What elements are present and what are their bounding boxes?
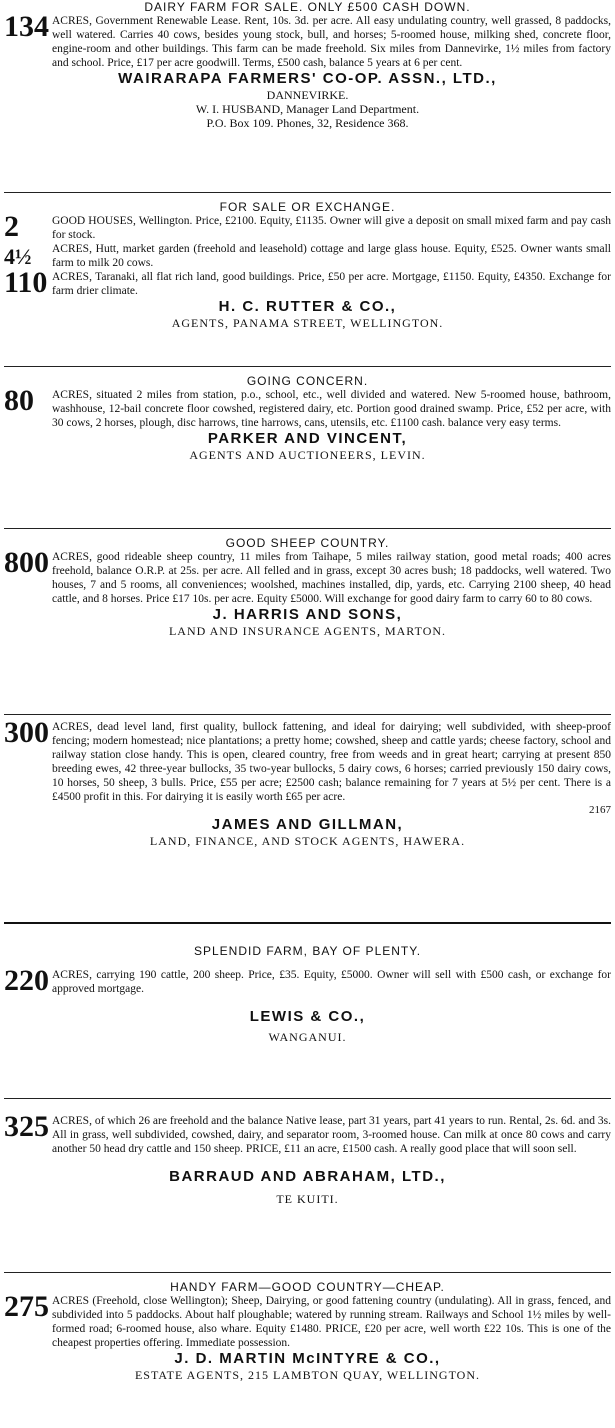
entry-text: GOOD HOUSES, Wellington. Price, £2100. Equity, £1135. Owner will give a deposit on small mixed farm and pay cash for stock. xyxy=(52,215,611,241)
ad-entry xyxy=(0,266,615,299)
ad-entry xyxy=(0,716,615,804)
divider xyxy=(4,366,611,367)
acreage-number: 220 xyxy=(4,964,49,997)
acreage-number: 4½ xyxy=(4,244,32,269)
divider xyxy=(4,192,611,193)
ad-heading: DAIRY FARM FOR SALE. ONLY £500 CASH DOWN. xyxy=(144,0,471,14)
acreage-number: 300 xyxy=(4,716,49,749)
entry-text: ACRES, carrying 190 cattle, 200 sheep. Price, £35. Equity, £5000. Owner will sell with £500 cash, or exchange for approved mortgage. xyxy=(52,969,611,995)
entry-text: ACRES, Government Renewable Lease. Rent, 10s. 3d. per acre. All easy undulating country, well grassed, 8 paddocks, well watered. Carries 40 cows, besides young stock, bull, and horses; 5-roomed house, milking shed, concrete floor, engine-room and other buildings. This farm can be made freehold. Six miles from Dannevirke, 1½ miles from factory and school. Price, £17 per acre goodwill. Terms, £500 cash, balance 5 years at 6 per cent. xyxy=(52,15,611,69)
acreage-number: 2 xyxy=(4,210,19,243)
agent-line: LAND, FINANCE, AND STOCK AGENTS, HAWERA. xyxy=(149,834,466,848)
agent-name: H. C. RUTTER & CO., xyxy=(218,298,397,315)
agent-line: AGENTS, PANAMA STREET, WELLINGTON. xyxy=(171,316,444,330)
agent-name: PARKER AND VINCENT, xyxy=(207,430,408,447)
ad-entry xyxy=(0,1290,615,1350)
ad-heading: HANDY FARM—GOOD COUNTRY—CHEAP. xyxy=(170,1280,445,1294)
ad-sheep-country xyxy=(0,536,615,638)
acreage-number: 110 xyxy=(4,266,48,299)
entry-text: ACRES, situated 2 miles from station, p.o., school, etc., well divided and watered. New 5-roomed house, bathroom, washhouse, 12-bail concrete floor cowshed, registered dairy, etc. Portion good drained swamp. Price, £52 per acre, with 30 cows, 2 horses, plough, disc harrows, tine harrows, cans, utensils, etc. £1100 cash. balance very easy terms. xyxy=(52,389,611,429)
ad-bay-of-plenty xyxy=(0,944,615,1044)
agent-name: J. HARRIS AND SONS, xyxy=(212,606,403,623)
acreage-number: 134 xyxy=(4,10,49,43)
ad-going-concern xyxy=(0,374,615,462)
acreage-number: 275 xyxy=(4,1290,49,1323)
divider xyxy=(4,922,611,924)
acreage-number: 325 xyxy=(4,1110,49,1143)
agent-line: P.O. Box 109. Phones, 32, Residence 368. xyxy=(206,116,409,130)
agent-line: DANNEVIRKE. xyxy=(266,88,349,102)
ad-entry xyxy=(0,210,615,243)
reference-number: 2167 xyxy=(589,804,611,816)
ad-entry xyxy=(0,384,615,430)
divider xyxy=(4,1272,611,1273)
agent-name: J. D. MARTIN McINTYRE & CO., xyxy=(174,1350,441,1367)
ad-heading: SPLENDID FARM, BAY OF PLENTY. xyxy=(193,944,422,958)
ad-handy-farm xyxy=(0,1280,615,1382)
ad-dairy-farm xyxy=(0,0,615,130)
ad-te-kuiti xyxy=(0,1110,615,1206)
agent-name: BARRAUD AND ABRAHAM, LTD., xyxy=(169,1168,446,1185)
entry-text: ACRES, dead level land, first quality, bullock fattening, and ideal for dairying; well subdivided, with sheep-proof fencing; modern homestead; nice plantations; a pretty home; cowshed, sheep and cattle yards; cheese factory, school and railway station close handy. This is open, cleared country, free from weeds and in great heart; carrying at present 850 breeding ewes, 42 three-year bullocks, 35 two-year bullocks, 5 dairy cows, 6 horses; carried previously 150 dairy cows, 10 horses, 50 sheep, 3 bulls. Price, £55 per acre; £2500 cash; balance remaining for 7 years at 5½ per cent. There is a £4500 profit in this. For dairying it is easily worth £65 per acre. xyxy=(52,721,611,803)
entry-text: ACRES, of which 26 are freehold and the balance Native lease, part 31 years, part 41 years to run. Rental, 2s. 6d. and 3s. All in grass, well subdivided, cowshed, dairy, and separator room, 3-roomed house. Can milk at once 80 cows and carry another 50 head dry cattle and 150 sheep. PRICE, £11 an acre, £1500 cash. A really good place that will soon sell. xyxy=(52,1115,611,1155)
agent-line: LAND AND INSURANCE AGENTS, MARTON. xyxy=(168,624,447,638)
divider xyxy=(4,528,611,529)
agent-line: AGENTS AND AUCTIONEERS, LEVIN. xyxy=(189,448,426,462)
agent-name: JAMES AND GILLMAN, xyxy=(211,816,404,833)
agent-line: WANGANUI. xyxy=(268,1030,347,1044)
entry-text: ACRES, good rideable sheep country, 11 miles from Taihape, 5 miles railway station, good metal roads; 400 acres freehold, balance O.R.P. at 25s. per acre. All felled and in grass, except 30 acres bush; 18 paddocks, well watered. Two houses, 7 and 5 rooms, all conveniences; woolshed, machines installed, dip, yards, etc. Carrying 2100 sheep, 40 head cattle, and 8 horses. Price £17 10s. per acre. Equity £5000. Will exchange for good dairy farm to carry 60 to 80 cows. xyxy=(52,551,611,605)
entry-text: ACRES (Freehold, close Wellington); Sheep, Dairying, or good fattening country (undulating). All in grass, fenced, and subdivided into 5 paddocks. About half ploughable; watered by running stream. Railways and School 1½ miles by well-formed road; 6-roomed house, also whare. Equity £1480. PRICE, £20 per acre, well worth £22 10s. This is one of the cheapest properties offering. Immediate possession. xyxy=(52,1295,611,1349)
ad-heading: FOR SALE OR EXCHANGE. xyxy=(219,200,396,214)
ad-sale-exchange xyxy=(0,200,615,330)
ad-entry xyxy=(0,1110,615,1156)
ad-entry xyxy=(0,242,615,270)
agent-name: WAIRARAPA FARMERS' CO-OP. ASSN., LTD., xyxy=(118,70,497,87)
agent-name: LEWIS & CO., xyxy=(249,1008,366,1025)
ad-heading: GOOD SHEEP COUNTRY. xyxy=(225,536,390,550)
ad-entry xyxy=(0,10,615,70)
agent-line: ESTATE AGENTS, 215 LAMBTON QUAY, WELLINGTON. xyxy=(134,1368,481,1382)
divider xyxy=(4,714,611,715)
agent-line: TE KUITI. xyxy=(276,1192,339,1206)
ad-entry xyxy=(0,964,615,997)
acreage-number: 800 xyxy=(4,546,49,579)
ad-heading: GOING CONCERN. xyxy=(246,374,369,388)
ad-entry xyxy=(0,546,615,606)
acreage-number: 80 xyxy=(4,384,34,417)
entry-text: ACRES, Taranaki, all flat rich land, good buildings. Price, £50 per acre. Mortgage, £1150. Equity, £4350. Exchange for farm drier climate. xyxy=(52,271,611,297)
entry-text: ACRES, Hutt, market garden (freehold and leasehold) cottage and large glass house. Equity, £525. Owner wants small farm to milk 20 cows. xyxy=(52,243,611,269)
ad-dead-level-land xyxy=(0,716,615,848)
divider xyxy=(4,1098,611,1099)
agent-line: W. I. HUSBAND, Manager Land Department. xyxy=(195,102,420,116)
